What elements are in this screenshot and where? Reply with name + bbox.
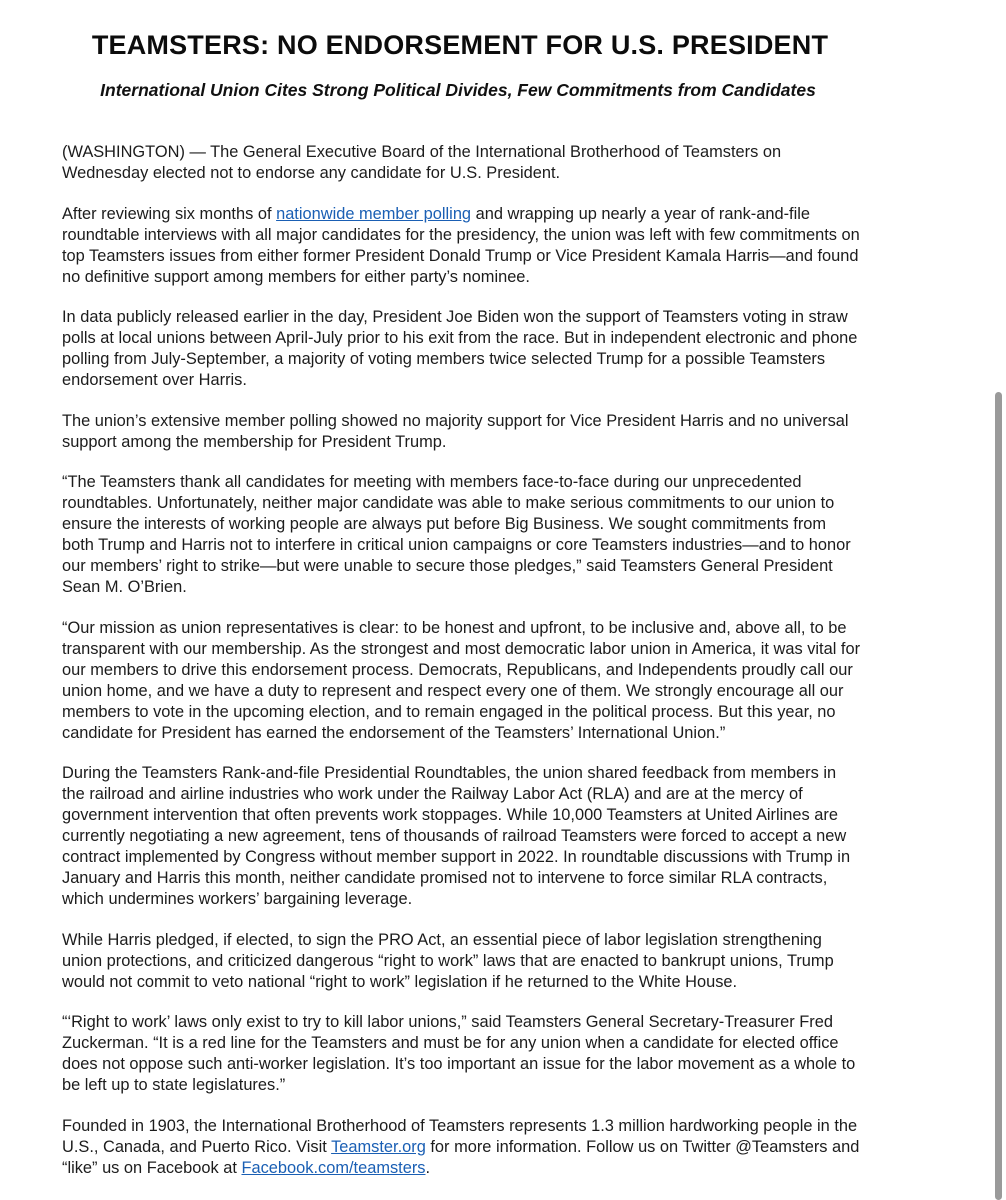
paragraph-rla: During the Teamsters Rank-and-file Presidential Roundtables, the union shared feedback from members in the railroad and airline industries who work under the Railway Labor Act (RLA) and are at the mercy of government intervention that often prevents work stoppages. While 10,000 Teamsters at United Airlines are currently negotiating a new agreement, tens of thousands of railroad Teamsters were forced to accept a new contract implemented by Congress without member support in 2022. In roundtable discussions with Trump in January and Harris this month, neither candidate promised not to intervene to force similar RLA contracts, which undermines workers’ bargaining leverage. bbox=[62, 764, 851, 908]
paragraph-zuckerman-quote: “‘Right to work’ laws only exist to try to kill labor unions,” said Teamsters General Secretary-Treasurer Fred Zuckerman. “It is a red line for the Teamsters and must be for any union when a candidate for elected office does not oppose such anti-worker legislation. It’s too important an issue for the labor movement as a whole to be left up to state legislatures.” bbox=[62, 1013, 856, 1094]
article-body bbox=[62, 142, 862, 1198]
scrollbar-thumb[interactable] bbox=[995, 392, 1002, 1200]
vertical-scrollbar[interactable] bbox=[992, 0, 1006, 1200]
paragraph-text: for more information. Follow us on Twitter @Teamsters and “like” us on Facebook at bbox=[62, 1137, 860, 1177]
paragraph-text: After reviewing six months of bbox=[62, 204, 277, 223]
paragraph-polling bbox=[62, 204, 862, 288]
member-polling-link[interactable]: nationwide member polling bbox=[276, 204, 472, 223]
paragraph-text: Founded in 1903, the International Brotherhood of Teamsters represents 1.3 million hardworking people in the U.S., Canada, and Puerto Rico. Visit bbox=[62, 1116, 858, 1156]
paragraph-text: . bbox=[425, 1158, 431, 1177]
paragraph-pro-act: While Harris pledged, if elected, to sign the PRO Act, an essential piece of labor legislation strengthening union protections, and criticized dangerous “right to work” laws that are enacted to bankrupt unions, Trump would not commit to veto national “right to work” legislation if he returned to the White House. bbox=[62, 930, 834, 991]
paragraph-dateline: (WASHINGTON) — The General Executive Board of the International Brotherhood of Teamsters on Wednesday elected not to endorse any candidate for U.S. President. bbox=[62, 143, 782, 182]
paragraph-straw-polls: In data publicly released earlier in the day, President Joe Biden won the support of Teamsters voting in straw polls at local unions between April-July prior to his exit from the race. But in independent electronic and phone polling from July-September, a majority of voting members twice selected Trump for a possible Teamsters endorsement over Harris. bbox=[62, 308, 858, 389]
paragraph-no-majority: The union’s extensive member polling showed no majority support for Vice President Harris and no universal support among the membership for President Trump. bbox=[62, 411, 849, 451]
teamster-org-link[interactable]: Teamster.org bbox=[331, 1137, 426, 1156]
paragraph-obrien-quote: “The Teamsters thank all candidates for meeting with members face-to-face during our unprecedented roundtables. Unfortunately, neither major candidate was able to make serious commitments to our union to ensure the interests of working people are always put before Big Business. We sought commitments from both Trump and Harris not to interfere in critical union campaigns or core Teamsters industries—and to honor our members’ right to strike—but were unable to secure those pledges,” said Teamsters General President Sean M. O’Brien. bbox=[62, 473, 851, 596]
subtitle: International Union Cites Strong Political Divides, Few Commitments from Candidates bbox=[100, 80, 816, 100]
paragraph-text: and wrapping up nearly a year of rank-and-file roundtable interviews with all major candidates for the presidency, the union was left with few commitments on top Teamsters issues from either former President Donald Trump or Vice President Kamala Harris—and found no definitive support among members for either party’s nominee. bbox=[62, 204, 860, 286]
page-title: TEAMSTERS: NO ENDORSEMENT FOR U.S. PRESIDENT bbox=[91, 30, 829, 60]
facebook-link[interactable]: Facebook.com/teamsters bbox=[241, 1158, 426, 1177]
paragraph-mission-quote: “Our mission as union representatives is clear: to be honest and upfront, to be inclusive and, above all, to be transparent with our membership. As the strongest and most democratic labor union in America, it was vital for our members to drive this endorsement process. Democrats, Republicans, and Independents proudly call our union home, and we have a duty to represent and respect every one of them. We strongly encourage all our members to vote in the upcoming election, and to remain engaged in the political process. But this year, no candidate for President has earned the endorsement of the Teamsters’ International Union.” bbox=[62, 618, 861, 742]
paragraph-boilerplate bbox=[62, 1116, 862, 1179]
